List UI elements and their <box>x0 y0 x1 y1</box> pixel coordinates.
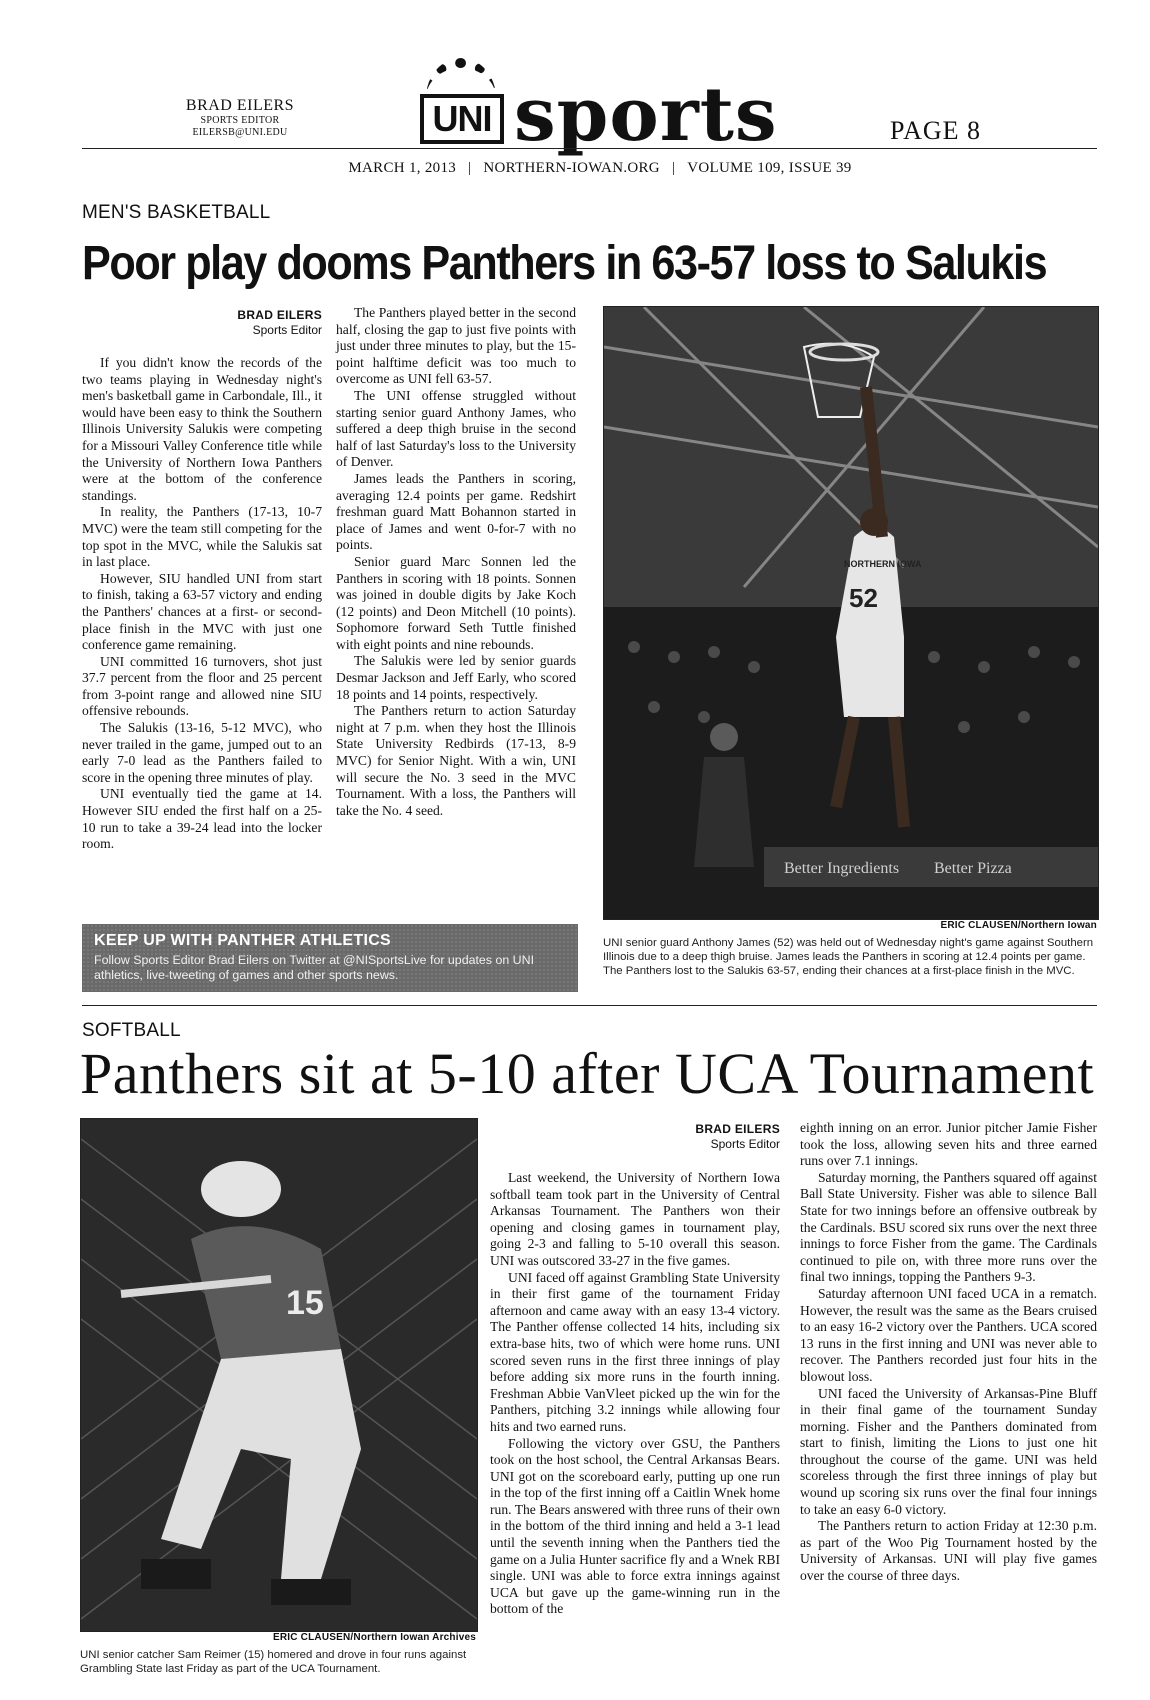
paragraph: Senior guard Marc Sonnen led the Panthers in scoring with 18 points. Sonnen was joined in double digits by Jake Koch (12 points) and Deon Mitchell (10 points). Sophomore forward Seth Tuttle finished with eight points and nine rebounds. <box>336 553 576 652</box>
paragraph: UNI faced off against Grambling State University in their first game of the tournament Friday afternoon and came away with an easy 13-4 victory. The Panther offense collected 14 hits, including six extra-base hits, two of which were home runs. UNI scored seven runs in the first three innings of play before adding six more runs in the fourth inning. Freshman Abbie VanVleet picked up the win for the Panthers, pitching 3.2 innings while allowing four hits and two earned runs. <box>490 1269 780 1434</box>
paragraph: UNI eventually tied the game at 14. However SIU ended the first half on a 25-10 run to take a 39-24 lead into the locker room. <box>82 786 322 852</box>
paragraph: Saturday morning, the Panthers squared off against Ball State University. Fisher was able to silence Ball State for two innings before an offensive outbreak by the Cardinals. BSU scored six runs over the next three innings to force Fisher from the game. The Cardinals continued to pile on, with three more runs over the final two innings, topping the Panthers 9-3. <box>800 1169 1097 1285</box>
basketball-photo-art <box>604 307 1098 919</box>
byline-softball <box>490 1122 780 1152</box>
section-divider-rule <box>82 1005 1097 1006</box>
caption-softball: UNI senior catcher Sam Reimer (15) homered and drove in four runs against Grambling State last Friday as part of the UCA Tournament. <box>80 1649 467 1675</box>
softball-photo <box>80 1118 478 1632</box>
basketball-photo <box>603 306 1099 920</box>
editor-name: BRAD EILERS <box>185 97 295 114</box>
paragraph: The Salukis were led by senior guards Desmar Jackson and Jeff Early, who scored 18 points and 14 points, respectively. <box>336 653 576 702</box>
masthead-logo <box>420 50 778 158</box>
section-label-basketball: MEN'S BASKETBALL <box>82 202 271 223</box>
paragraph: Following the victory over GSU, the Panthers took on the host school, the Central Arkansas Bears. UNI got on the scoreboard early, putting up one run in the top of the first inning off a Caitlin Wnek home run. The Bears answered with three runs of their own in the bottom of the third inning and held a 3-1 lead until the seventh inning when the Panthers tied the game on a Julia Hunter sacrifice fly and a Wnek RBI single. UNI was able to force extra innings against UCA but gave up the game-winning run in the bottom of the <box>490 1435 780 1617</box>
paragraph: The Panthers played better in the second half, closing the gap to just five points with just under three minutes to play, but the 15-point halftime deficit was too much to overcome as UNI fell 63-57. <box>336 305 576 387</box>
promo-text: Follow Sports Editor Brad Eilers on Twitter at @NISportsLive for updates on UNI athletics, live-tweeting of games and other sports news. <box>94 953 535 982</box>
dateline <box>300 160 900 177</box>
uni-logo-letters: UNI <box>420 94 504 144</box>
paragraph: In reality, the Panthers (17-13, 10-7 MVC) were the team still competing for the top spot in the MVC, while the Salukis sat in last place. <box>82 504 322 570</box>
paragraph: UNI committed 16 turnovers, shot just 37.7 percent from the floor and 25 percent from 3-point range and allowed nine SIU offensive rebounds. <box>82 653 322 719</box>
site-url[interactable]: NORTHERN-IOWAN.ORG <box>483 160 660 176</box>
masthead-rule <box>82 148 1097 149</box>
byline-title: Sports Editor <box>252 323 322 337</box>
section-wordmark: sports <box>514 72 778 158</box>
paragraph: The Panthers return to action Friday at 12:30 p.m. as part of the Woo Pig Tournament hosted by the University of Arkansas. UNI will play five games over the course of three days. <box>800 1518 1097 1584</box>
section-label-softball: SOFTBALL <box>82 1020 181 1041</box>
headline-softball: Panthers sit at 5-10 after UCA Tournament <box>80 1041 1095 1106</box>
page-number: PAGE 8 <box>890 116 982 145</box>
article1-column-1 <box>82 355 322 853</box>
dateline-separator: | <box>671 160 676 176</box>
paragraph: UNI faced the University of Arkansas-Pine Bluff in their final game of the tournament Sunday morning. Fisher and the Panthers dominated from start to finish, limiting the Lions to just one hit throughout the course of the game. UNI was held scoreless through the first three innings of play but wound up scoring six runs over the final four innings to take an easy 6-0 victory. <box>800 1385 1097 1517</box>
article2-column-1 <box>490 1170 780 1618</box>
headline-basketball: Poor play dooms Panthers in 63-57 loss to Salukis <box>82 237 1047 290</box>
paragraph: If you didn't know the records of the two teams playing in Wednesday night's men's basketball game in Carbondale, Ill., it would have been easy to think the Southern Illinois University Salukis were competing for a Missouri Valley Conference title while the University of Northern Iowa Panthers were at the bottom of the conference standings. <box>82 355 322 503</box>
byline-title: Sports Editor <box>710 1137 780 1151</box>
byline-basketball <box>82 308 322 338</box>
byline-name: BRAD EILERS <box>695 1122 780 1136</box>
sign-text-1: Better Ingredients <box>784 860 900 877</box>
article2-column-2 <box>800 1120 1097 1585</box>
jersey-number-15: 15 <box>286 1284 324 1322</box>
paragraph: Last weekend, the University of Northern Iowa softball team took part in the University of Central Arkansas Tournament. The Panthers won their opening and closing games in tournament play, going 2-3 and falling to 5-10 overall this season. UNI was outscored 33-27 in the five games. <box>490 1170 780 1268</box>
softball-photo-art <box>81 1119 477 1631</box>
editor-block <box>150 98 330 138</box>
promo-box <box>82 924 578 992</box>
photo-credit-softball: ERIC CLAUSEN/Northern Iowan Archives <box>273 1632 476 1643</box>
dateline-separator: | <box>468 160 472 176</box>
paragraph: The Salukis (13-16, 5-12 MVC), who never trailed in the game, jumped out to an early 7-0 lead as the Panthers failed to score in the opening three minutes of play. <box>82 720 322 785</box>
paragraph: Saturday afternoon UNI faced UCA in a rematch. However, the result was the same as the Bears cruised to an easy 16-2 victory over the Panthers. UCA scored 13 runs in the first inning and UNI was never able to recover. The Panthers recorded just four hits in the blowout loss. <box>800 1285 1097 1384</box>
paragraph: James leads the Panthers in scoring, averaging 12.4 points per game. Redshirt freshman guard Matt Bohannon started in place of James and went 0-for-7 with no points. <box>336 470 576 553</box>
byline-name: BRAD EILERS <box>237 308 322 322</box>
promo-title: KEEP UP WITH PANTHER ATHLETICS <box>94 932 392 949</box>
paragraph: The Panthers return to action Saturday night at 7 p.m. when they host the Illinois State University Redbirds (17-13, 8-9 MVC) for Senior Night. With a win, UNI will secure the No. 3 seed in the MVC Tournament. With a loss, the Panthers will take the No. 4 seed. <box>336 703 576 818</box>
paragraph: eighth inning on an error. Junior pitcher Jamie Fisher took the loss, allowing seven hits and three earned runs over 7.1 innings. <box>800 1120 1097 1169</box>
photo-credit-basketball: ERIC CLAUSEN/Northern Iowan <box>940 920 1097 931</box>
issue-date: MARCH 1, 2013 <box>348 160 457 176</box>
editor-email[interactable]: EILERSB@UNI.EDU <box>192 127 288 138</box>
paragraph: However, SIU handled UNI from start to finish, taking a 63-57 victory and ending the Panthers' chances at a first- or second-place finish in the MVC with just one conference game remaining. <box>82 570 322 653</box>
article1-column-2 <box>336 305 576 819</box>
volume-issue: VOLUME 109, ISSUE 39 <box>687 160 852 176</box>
caption-basketball: UNI senior guard Anthony James (52) was held out of Wednesday night's game against Southern Illinois due to a deep thigh bruise. James leads the Panthers in scoring at 12.4 points per game. The Panthers lost to the Salukis 63-57, ending their chances at a first-place finish in the MVC. <box>603 937 1094 977</box>
editor-title: SPORTS EDITOR <box>200 115 280 126</box>
paragraph: The UNI offense struggled without starting senior guard Anthony James, who suffered a deep thigh bruise in the second half of last Saturday's loss to the University of Denver. <box>336 387 576 470</box>
logo-arch-icon <box>426 58 496 98</box>
jersey-number-52: 52 <box>849 583 878 613</box>
sign-text-2: Better Pizza <box>934 860 1012 877</box>
jersey-text: NORTHERN IOWA <box>844 559 922 569</box>
